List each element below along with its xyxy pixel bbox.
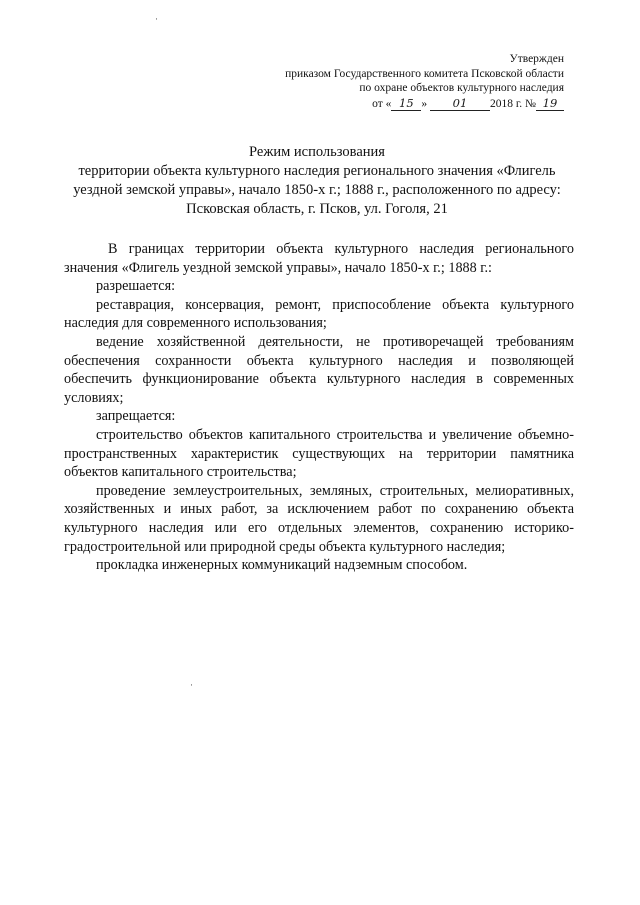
approval-stamp	[285, 52, 564, 111]
approval-heading: Утвержден	[509, 53, 564, 65]
document-title	[56, 143, 578, 219]
scan-speck: ·	[190, 680, 193, 690]
prohibited-item-2: проведение землеустроительных, земляных, строительных, мелиоративных, хозяйственных и иных работ, за исключением работ по сохранению объекта культурного наследия или его отдельных элементов, сохранению историко-градостроительной или природной среды объекта культурного наследия;	[64, 482, 574, 555]
prohibited-heading: запрещается:	[96, 408, 176, 425]
prohibited-item-1: строительство объектов капитального строительства и увеличение объемно-пространственных характеристик существующих на территории памятника объектов капитального строительства;	[64, 426, 574, 481]
approval-order-line: приказом Государственного комитета Псковской области	[285, 67, 564, 80]
approval-committee-line: по охране объектов культурного наследия	[359, 82, 564, 94]
allowed-item-2: ведение хозяйственной деятельности, не противоречащей требованиям обеспечения сохранности объекта культурного наследия и позволяющей обеспечить функционирование объекта культурного наследия в современных условиях;	[64, 333, 574, 406]
handwritten-day: 15	[391, 96, 421, 112]
title-line-3: уездной земской управы», начало 1850-х г.; 1888 г., расположенного по адресу:	[73, 182, 561, 198]
allowed-item-1: реставрация, консервация, ремонт, приспособление объекта культурного наследия для современного использования;	[64, 296, 574, 332]
intro-paragraph: В границах территории объекта культурного наследия регионального значения «Флигель уездной земской управы», начало 1850-х г.; 1888 г.:	[64, 241, 574, 276]
date-mid: »	[421, 97, 428, 110]
prohibited-item-3: прокладка инженерных коммуникаций надземным способом.	[96, 557, 468, 574]
approval-date-line	[285, 96, 564, 112]
document-body	[64, 240, 574, 575]
handwritten-number: 19	[536, 96, 564, 112]
title-line-2: территории объекта культурного наследия регионального значения «Флигель	[78, 163, 556, 179]
scan-speck: ·	[155, 14, 158, 24]
title-line-4: Псковская область, г. Псков, ул. Гоголя, 21	[186, 201, 448, 217]
date-prefix: от «	[372, 97, 392, 110]
handwritten-month: 01	[430, 96, 490, 112]
title-line-1: Режим использования	[249, 144, 385, 160]
allowed-heading: разрешается:	[96, 278, 176, 295]
year-text: 2018 г. №	[489, 97, 536, 110]
